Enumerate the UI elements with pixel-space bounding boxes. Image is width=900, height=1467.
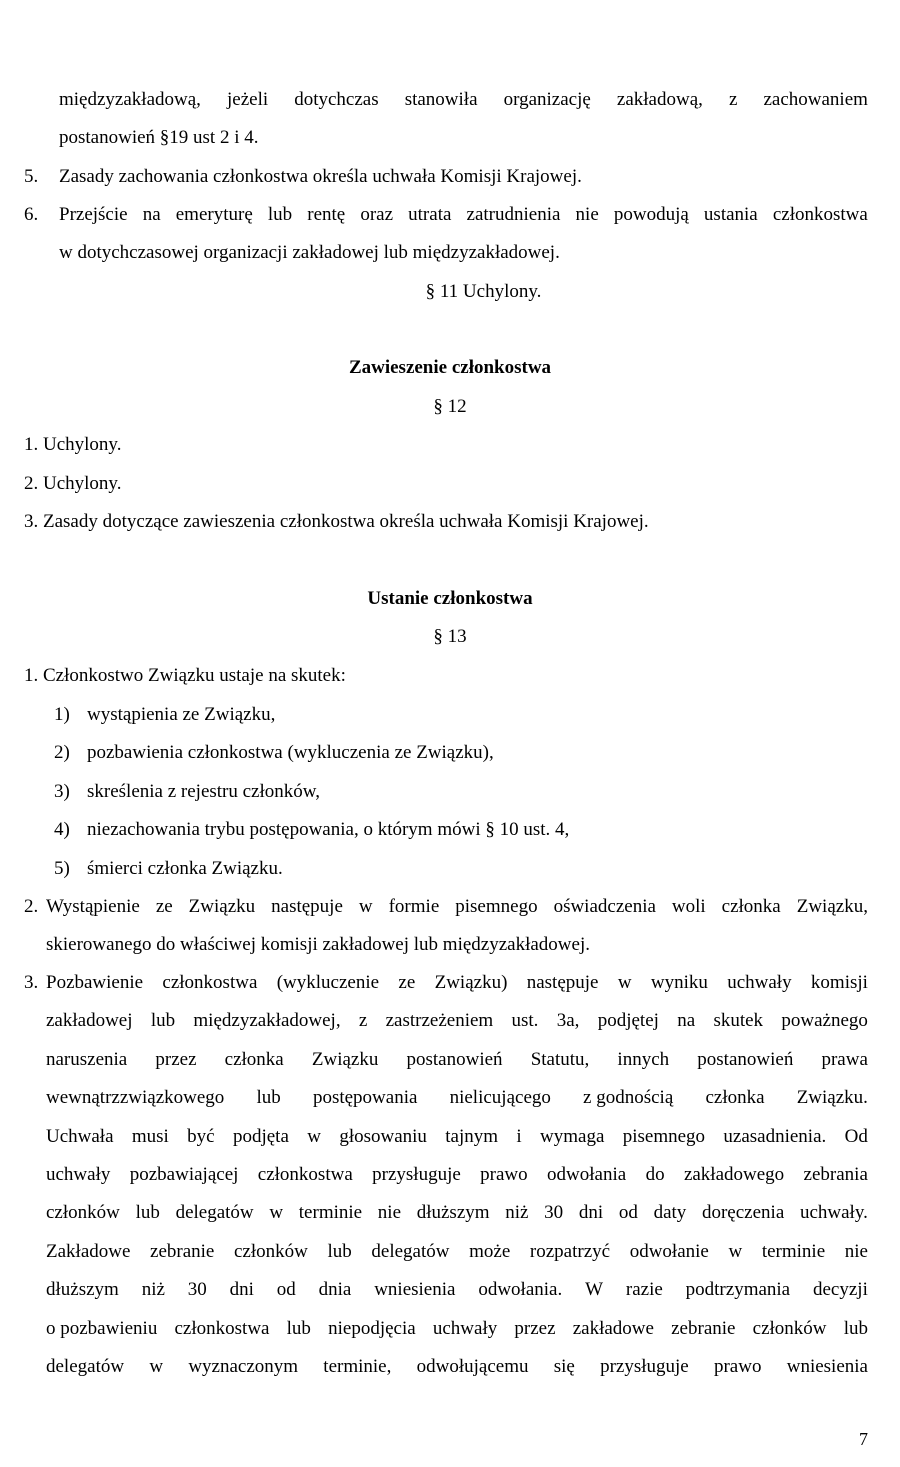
word: z godnością	[583, 1087, 674, 1109]
word: oświadczenia	[553, 896, 656, 917]
item-6-line-2: w dotychczasowej organizacji zakładowej lub międzyzakładowej.	[59, 242, 560, 263]
word: decyzji	[812, 1279, 868, 1301]
sub-item-number: 3)	[54, 780, 70, 802]
item-3-line	[46, 1050, 868, 1069]
word: następuje	[271, 896, 343, 917]
word: Pozbawienie	[46, 972, 144, 993]
sub-item-number: 4)	[54, 819, 70, 841]
item-3-line	[46, 973, 868, 992]
word: uchwały	[727, 972, 792, 993]
word: zakładową,	[616, 89, 703, 110]
word: Zakładowe	[46, 1240, 131, 1262]
word: organizację	[503, 89, 591, 110]
sub-item-text: niezachowania trybu postępowania, o którym mówi § 10 ust. 4,	[87, 819, 570, 841]
word: odwołanie	[629, 1240, 709, 1262]
item-3-line	[46, 1165, 868, 1184]
word: uchwały	[432, 1317, 498, 1339]
word: delegatów	[175, 1202, 254, 1224]
paragraph-number: § 13	[433, 626, 467, 647]
word: razie	[625, 1279, 663, 1301]
item-3-line	[46, 1011, 868, 1030]
item-number: 5.	[24, 166, 39, 187]
word: daty	[653, 1202, 687, 1224]
word: dłuższym	[416, 1202, 490, 1224]
list-item: 1. Uchylony.	[24, 434, 122, 455]
word: 30	[187, 1279, 207, 1301]
word: dni	[229, 1279, 254, 1301]
word: postępowania	[312, 1087, 418, 1109]
word: ust.	[511, 1010, 539, 1032]
word: terminie	[761, 1240, 826, 1262]
word: z	[358, 1010, 368, 1032]
word: utrata	[408, 204, 452, 225]
item-number: 2.	[24, 896, 39, 917]
page-number: 7	[859, 1429, 868, 1449]
word: odwołania	[547, 1164, 627, 1185]
word: lub	[256, 1087, 281, 1109]
word: przysługuje	[600, 1356, 689, 1377]
item-6-line-1	[59, 205, 868, 224]
word: W	[585, 1279, 604, 1301]
word: Od	[844, 1125, 868, 1147]
word: i	[516, 1125, 522, 1147]
item-3-line	[46, 1203, 868, 1222]
word: nie	[575, 204, 599, 225]
word: nie	[844, 1240, 868, 1262]
word: głosowaniu	[339, 1125, 427, 1147]
sub-item-text: śmierci członka Związku.	[87, 857, 283, 879]
sub-item-number: 5)	[54, 857, 70, 879]
word: doręczenia	[701, 1202, 785, 1224]
word: niż	[505, 1202, 529, 1224]
word: nielicującego	[449, 1087, 551, 1109]
word: zakładowej	[46, 1010, 133, 1032]
item-3-line	[46, 1242, 868, 1261]
word: woli	[671, 896, 706, 917]
word: ze	[155, 896, 173, 917]
item-3-line	[46, 1127, 868, 1146]
word: być	[187, 1125, 215, 1147]
word: Związku	[188, 896, 256, 917]
item-number: 6.	[24, 204, 39, 225]
word: dni	[578, 1202, 604, 1224]
word: przez	[155, 1048, 197, 1070]
word: postanowień	[406, 1048, 503, 1070]
item-3-line	[46, 1357, 868, 1376]
word: 30	[544, 1202, 564, 1224]
word: uchwały	[46, 1164, 111, 1185]
sub-item-text: skreślenia z rejestru członków,	[87, 780, 321, 802]
word: do	[645, 1164, 665, 1185]
word: dnia	[318, 1279, 352, 1301]
word: skutek	[713, 1010, 764, 1032]
section-heading: Ustanie członkostwa	[367, 588, 533, 609]
word: lub	[150, 1010, 176, 1032]
word: od	[618, 1202, 638, 1224]
word: dotychczas	[294, 89, 379, 110]
item-number: 3.	[24, 972, 39, 993]
word: o pozbawieniu	[46, 1317, 158, 1339]
paragraph-11: § 11 Uchylony.	[425, 281, 542, 302]
word: się	[553, 1356, 575, 1377]
word: zebrania	[803, 1164, 868, 1185]
word: Związku	[311, 1048, 379, 1070]
word: następuje	[526, 972, 599, 993]
word: niepodjęcia	[328, 1317, 416, 1339]
item-text: Zasady zachowania członkostwa określa uchwała Komisji Krajowej.	[59, 166, 582, 187]
word: Uchwała	[46, 1125, 114, 1147]
word: Związku.	[796, 1087, 868, 1109]
word: lub	[135, 1202, 160, 1224]
word: członkostwa	[162, 972, 258, 993]
item-2-line-1	[46, 897, 868, 916]
list-item: 2. Uchylony.	[24, 473, 122, 494]
word: nie	[377, 1202, 402, 1224]
word: poważnego	[781, 1010, 868, 1032]
word: prawo	[480, 1164, 528, 1185]
word: odwołującemu	[416, 1356, 529, 1377]
word: postanowień	[697, 1048, 794, 1070]
item-3-line	[46, 1319, 868, 1338]
word: zebranie	[150, 1240, 215, 1262]
word: terminie,	[323, 1356, 392, 1377]
word: zebranie	[671, 1317, 736, 1339]
word: musi	[131, 1125, 169, 1147]
list-item: 3. Zasady dotyczące zawieszenia członkostwa określa uchwała Komisji Krajowej.	[24, 511, 649, 532]
word: wyniku	[650, 972, 708, 993]
word: członków	[46, 1202, 120, 1224]
word: na	[677, 1010, 696, 1032]
word: na	[142, 204, 161, 225]
word: ustania	[703, 204, 758, 225]
word: członkostwa	[772, 204, 868, 225]
word: członka	[705, 1087, 765, 1109]
word: komisji	[810, 972, 868, 993]
word: od	[276, 1279, 296, 1301]
word: delegatów	[46, 1356, 125, 1377]
word: odwołania.	[478, 1279, 563, 1301]
word: wymaga	[540, 1125, 605, 1147]
list-item: 1. Członkostwo Związku ustaje na skutek:	[24, 665, 346, 686]
sub-item-number: 2)	[54, 742, 70, 764]
word: członka	[721, 896, 781, 917]
word: może	[469, 1240, 511, 1262]
word: terminie	[298, 1202, 363, 1224]
continuation-line-1	[59, 90, 868, 109]
word: w	[269, 1202, 284, 1224]
word: Wystąpienie	[46, 896, 140, 917]
word: w	[358, 896, 373, 917]
word: lub	[267, 204, 293, 225]
word: członków	[752, 1317, 827, 1339]
word: zakładowe	[572, 1317, 654, 1339]
word: pisemnego	[622, 1125, 706, 1147]
word: z	[728, 89, 738, 110]
word: Związku,	[796, 896, 868, 917]
item-3-line	[46, 1280, 868, 1299]
word: zastrzeżeniem	[385, 1010, 494, 1032]
word: Przejście	[59, 204, 128, 225]
word: członka	[224, 1048, 284, 1070]
word: niż	[141, 1279, 165, 1301]
word: przez	[514, 1317, 556, 1339]
word: powodują	[613, 204, 689, 225]
word: 3a,	[556, 1010, 580, 1032]
word: w	[617, 972, 632, 993]
word: rozpatrzyć	[529, 1240, 611, 1262]
word: dłuższym	[46, 1279, 119, 1301]
word: pisemnego	[455, 896, 538, 917]
word: tajnym	[445, 1125, 499, 1147]
word: innych	[617, 1048, 670, 1070]
word: zatrudnienia	[466, 204, 561, 225]
word: ze	[398, 972, 416, 993]
word: wyznaczonym	[188, 1356, 299, 1377]
word: wewnątrzzwiązkowego	[46, 1087, 225, 1109]
word: podjętej	[597, 1010, 659, 1032]
word: w	[307, 1125, 321, 1147]
word: Związku)	[434, 972, 508, 993]
sub-item-number: 1)	[54, 704, 70, 725]
word: prawa	[821, 1048, 868, 1070]
word: międzyzakładowej,	[193, 1010, 341, 1032]
item-3-line	[46, 1088, 868, 1107]
word: lub	[286, 1317, 311, 1339]
word: zakładowego	[683, 1164, 785, 1185]
word: przysługuje	[372, 1164, 461, 1185]
word: członków	[234, 1240, 308, 1262]
word: w	[728, 1240, 743, 1262]
word: delegatów	[371, 1240, 450, 1262]
word: Statutu,	[530, 1048, 590, 1070]
word: oraz	[360, 204, 394, 225]
word: lub	[327, 1240, 352, 1262]
word: formie	[388, 896, 440, 917]
word: naruszenia	[46, 1048, 128, 1070]
section-heading: Zawieszenie członkostwa	[348, 357, 552, 378]
word: członkostwa	[174, 1317, 270, 1339]
item-2-line-2: skierowanego do właściwej komisji zakładowej lub międzyzakładowej.	[46, 934, 590, 955]
word: członkostwa	[257, 1164, 353, 1185]
word: stanowiła	[404, 89, 478, 110]
word: podjęta	[232, 1125, 289, 1147]
word: lub	[843, 1317, 868, 1339]
word: zachowaniem	[763, 89, 868, 110]
word: emeryturę	[175, 204, 253, 225]
word: rentę	[307, 204, 346, 225]
word: jeżeli	[226, 89, 269, 110]
word: prawo	[713, 1356, 762, 1377]
word: wniesienia	[374, 1279, 456, 1301]
word: wniesienia	[786, 1356, 868, 1377]
word: podtrzymania	[685, 1279, 791, 1301]
sub-item-text: wystąpienia ze Związku,	[87, 704, 276, 725]
paragraph-number: § 12	[433, 396, 467, 417]
word: międzyzakładową,	[59, 89, 201, 110]
word: w	[149, 1356, 164, 1377]
word: (wykluczenie	[276, 972, 380, 993]
word: uzasadnienia.	[723, 1125, 827, 1147]
word: pozbawiającej	[129, 1164, 239, 1185]
sub-item-text: pozbawienia członkostwa (wykluczenia ze Związku),	[87, 742, 494, 764]
word: uchwały.	[799, 1202, 868, 1224]
continuation-line-2: postanowień §19 ust 2 i 4.	[59, 127, 259, 148]
